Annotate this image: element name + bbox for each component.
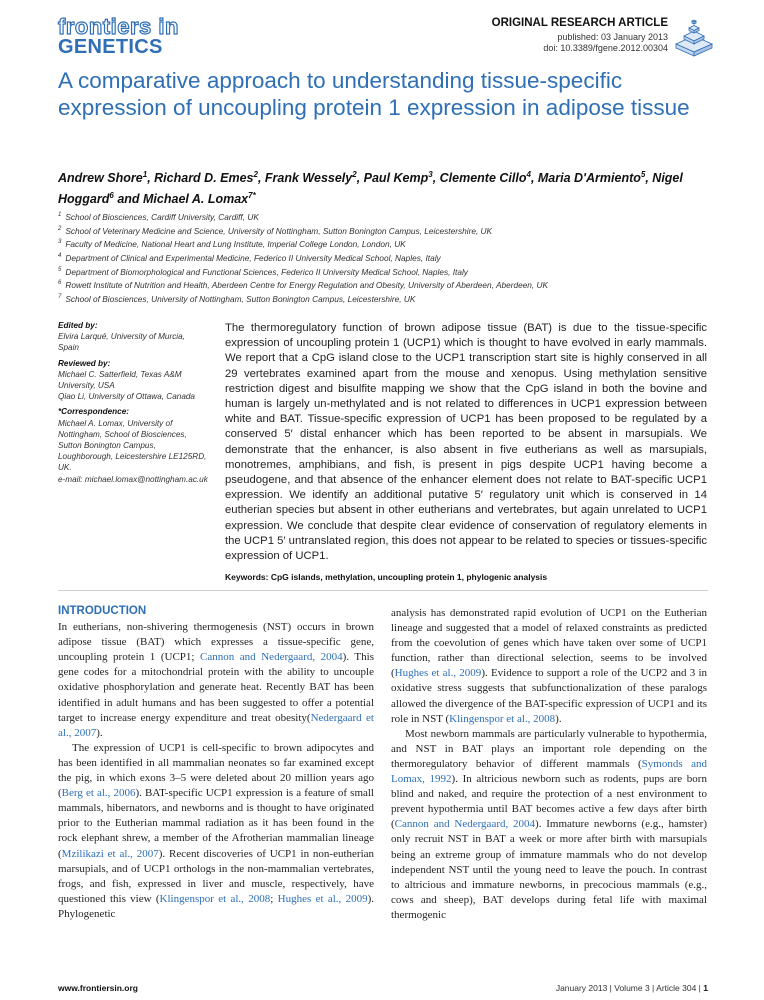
text: ). Recent discoveries of UCP1 in non-eutherian marsupials, and of UCP1 orthologs in the non-mammalian vertebrates, frogs, and fish, expressed in liver and muscle, respectively, have questioned this view ( [58, 847, 375, 905]
author-affiliation-marker: 3 [428, 170, 433, 179]
text: ). Immature newborns (e.g., hamster) only recruit NST in BAT a week or more after birth with marsupials being an extreme group of immature mammals who do not develop independent NST until the young need to leave the pouch. In contrast to altricious and immature newborns, in precocious mammals (e.g., cows and sheep), BAT develops during fetal life with maximal thermogenic [391, 818, 707, 921]
author-affiliation-marker: 2 [352, 170, 357, 179]
text: Most newborn mammals are particularly vulnerable to hypothermia, and NST in BAT plays an important role depending on the thermoregulatory behavior of different mammals ( [391, 727, 707, 770]
affiliation-number: 5 [58, 266, 62, 273]
citation-link[interactable]: Symonds and Lomax, 1992 [391, 757, 708, 786]
citation-link[interactable]: Hughes et al., 2009 [277, 892, 368, 905]
paragraph [58, 741, 374, 922]
author-name: Michael A. Lomax [143, 192, 249, 207]
author-name: Nigel Hoggard [58, 171, 683, 207]
published-date: published: 03 January 2013 [557, 32, 668, 42]
body-column-right [391, 606, 707, 923]
author-affiliation-marker: 1 [142, 170, 148, 179]
citation-link[interactable]: Klingenspor et al., 2008 [449, 712, 556, 725]
citation-link[interactable]: Cannon and Nedergaard, 2004 [200, 651, 343, 664]
affiliation-item [58, 265, 718, 279]
edited-by-label: Edited by: [58, 321, 98, 330]
footer-issue [556, 983, 708, 993]
divider [58, 590, 708, 591]
editorial-sidebar [58, 320, 208, 489]
affiliation-text: School of Biosciences, Cardiff University, Cardiff, UK [65, 211, 259, 222]
author-name: Maria D'Armiento [537, 171, 641, 186]
affiliation-text: School of Biosciences, University of Nottingham, Sutton Bonington Campus, Leicestershire, UK [65, 293, 416, 304]
affiliation-item [58, 278, 718, 292]
reviewer-2: Qiao Li, University of Ottawa, Canada [58, 392, 195, 402]
text: ). This gene codes for a mitochondrial protein with the ability to uncouple oxidative phosphorylation and generate heat. Recently BAT has been identified in adult humans and has been suggested to offer a potential target to increase energy expenditure and treat obesity( [58, 651, 374, 724]
footer-url[interactable]: www.frontiersin.org [58, 983, 138, 993]
citation-link[interactable]: Hughes et al., 2009 [394, 667, 482, 680]
journal-logo-top: frontiers in [58, 14, 179, 39]
paragraph [391, 727, 707, 923]
affiliation-text: Department of Clinical and Experimental Medicine, Federico II University Medical School, Naples, Italy [65, 252, 441, 263]
affiliation-list [58, 210, 718, 306]
paragraph [58, 620, 374, 741]
keywords: Keywords: CpG islands, methylation, uncoupling protein 1, phylogenic analysis [225, 572, 548, 582]
stacked-cubes-icon [672, 14, 716, 58]
paragraph [391, 606, 707, 727]
citation-link[interactable]: Klingenspor et al., 2008 [159, 892, 271, 905]
page-number: 1 [703, 983, 708, 993]
edited-by-text: Elvira Larqué, University of Murcia, Spain [58, 332, 185, 353]
reviewed-by-label: Reviewed by: [58, 358, 111, 368]
affiliation-text: Faculty of Medicine, National Heart and Lung Institute, Imperial College London, London, UK [65, 239, 406, 250]
text: ). [96, 726, 103, 739]
affiliation-item [58, 237, 718, 251]
text: analysis has demonstrated rapid evolution of UCP1 on the Eutherian lineage and suggested that a model of relaxed constraints as predicted from the coevolution of genes which have taken over some of UCP1 function, rather than directional selection, seems to be involved ( [391, 607, 707, 680]
author-list: Andrew Shore$^1$, Richard D. Emes$^2$, Frank Wessely$^2$, Paul Kemp$^3$, Clemente Cillo$^4$, Maria D'Armiento$^5$, Nigel Hoggard$^6$ and Michael A. Lomax$^{7*}$ [58, 170, 683, 207]
citation-link[interactable]: Cannon and Nedergaard, 2004 [394, 818, 536, 831]
text: ). BAT-specific UCP1 expression is a feature of small mammals, hibernators, and newborns and is thought to have originated prior to the Eutherian mammal radiation as it has been found in the rock elephant shrew, a member of the Afrotherian mammalian lineage ( [58, 787, 374, 860]
affiliation-text: Rowett Institute of Nutrition and Health, Aberdeen Centre for Energy Regulation and Obesity, University of Aberdeen, Aberdeen, UK [65, 280, 549, 291]
author-affiliation-marker: 6 [109, 191, 114, 201]
author-name: Andrew Shore [58, 171, 143, 186]
affiliation-number: 7 [58, 294, 62, 301]
affiliation-number: 4 [58, 253, 62, 260]
citation-link[interactable]: Berg et al., 2006 [61, 787, 136, 800]
author-name: Richard D. Emes [154, 171, 254, 186]
affiliation-item [58, 210, 718, 224]
citation-link[interactable]: Nedergaard et al., 2007 [58, 711, 374, 739]
correspondence-text: Michael A. Lomax, University of Nottingham, School of Biosciences, Sutton Bonington Campus, Loughborough, Leicestershire LE125RD, UK. [58, 418, 207, 473]
doi: doi: 10.3389/fgene.2012.00304 [543, 43, 668, 53]
affiliation-number: 2 [58, 225, 62, 232]
correspondence-email[interactable]: e-mail: michael.lomax@nottingham.ac.uk [58, 474, 208, 484]
author-name: Frank Wessely [264, 171, 353, 186]
body-column-left [58, 604, 374, 922]
author-affiliation-marker: 7* [248, 191, 256, 201]
issue-info: January 2013 | Volume 3 | Article 304 | [555, 983, 701, 993]
correspondence-label: *Correspondence: [58, 407, 129, 417]
citation-link[interactable]: Mzilikazi et al., 2007 [61, 847, 159, 860]
journal-logo-bottom: GENETICS [58, 36, 163, 58]
author-affiliation-marker: 5 [640, 170, 646, 179]
text: ). [555, 712, 562, 725]
text: ). In altricious newborn such as rodents, pups are born blind and naked, and require the protection of a nest environment to prevent hypothermia until BAT becomes active a few days after birth ( [391, 773, 707, 831]
text: In eutherians, non-shivering thermogenesis (NST) occurs in brown adipose tissue (BAT) which expresses a tissue-specific gene, uncoupling protein 1 (UCP1; [58, 621, 374, 664]
affiliation-item [58, 224, 718, 238]
abstract: The thermoregulatory function of brown adipose tissue (BAT) is due to the tissue-specific expression of uncoupling protein 1 (UCP1) which is thought to have evolved in early mammals. We report that a CpG island close to the UCP1 transcription start site is highly conserved in all 29 vertebrates examined apart from the mouse and xenopus. Using methylation sensitive restriction digest and bisulfite mapping we show that the CpG island in both the bovine and human is largely un-methylated and is not related to differences in UCP1 expression between white and BAT. Tissue-specific expression of UCP1 has been proposed to be regulated by a conserved 5′ distal enhancer which has been reported to be absent in marsupials. We demonstrate that the enhancer, is also absent in five eutherians as well as marsupials, monotremes, amphibians, and fish, is present in pigs despite UCP1 having become a pseudogene, and that absence of the enhancer element does not relate to BAT-specific UCP1 expression. We identify an additional putative 5′ regulatory unit which is conserved in 14 eutherian species but absent in other eutherians and vertebrates, but again unrelated to UCP1 expression. We conclude that despite clear evidence of conservation of regulatory elements in the UCP1 5′ untranslated region, this does not appear to be related to species or tissues-specific expression of UCP1. [225, 322, 707, 563]
affiliation-number: 3 [58, 239, 62, 246]
author-affiliation-marker: 2 [253, 170, 258, 179]
reviewer-1: Michael C. Satterfield, Texas A&M University, USA [58, 369, 182, 391]
author-name: Clemente Cillo [439, 171, 527, 186]
affiliation-item [58, 251, 718, 265]
article-title: A comparative approach to understanding tissue-specific expression of uncoupling protein 1 expression in adipose tissue [58, 68, 690, 120]
text: ). Evidence to support a role of the UCP2 and 3 in oxidative stress suggests that subfunctionalization of these paralogs allowed the divergence of the BAT-specific expression of UCP1 and its role in NST ( [391, 667, 707, 725]
section-heading-introduction: INTRODUCTION [58, 605, 147, 617]
affiliation-text: Department of Biomorphological and Functional Sciences, Federico II University Medical School, Naples, Italy [65, 266, 468, 277]
article-type: ORIGINAL RESEARCH ARTICLE [491, 17, 668, 29]
text: ). Phylogenetic [58, 892, 374, 920]
author-name: Paul Kemp [363, 171, 429, 186]
affiliation-item [58, 292, 718, 306]
author-affiliation-marker: 4 [526, 170, 531, 179]
affiliation-number: 6 [58, 280, 62, 287]
affiliation-number: 1 [58, 212, 62, 218]
text: The expression of UCP1 is cell-specific to brown adipocytes and has been identified in all mammalian neonates so far examined except the pig, in which exons 3–5 were deleted about 20 million years ago ( [58, 741, 374, 800]
text: ; [270, 892, 278, 905]
affiliation-text: School of Veterinary Medicine and Science, University of Nottingham, Sutton Bonington Campus, Leicestershire, UK [65, 225, 493, 236]
